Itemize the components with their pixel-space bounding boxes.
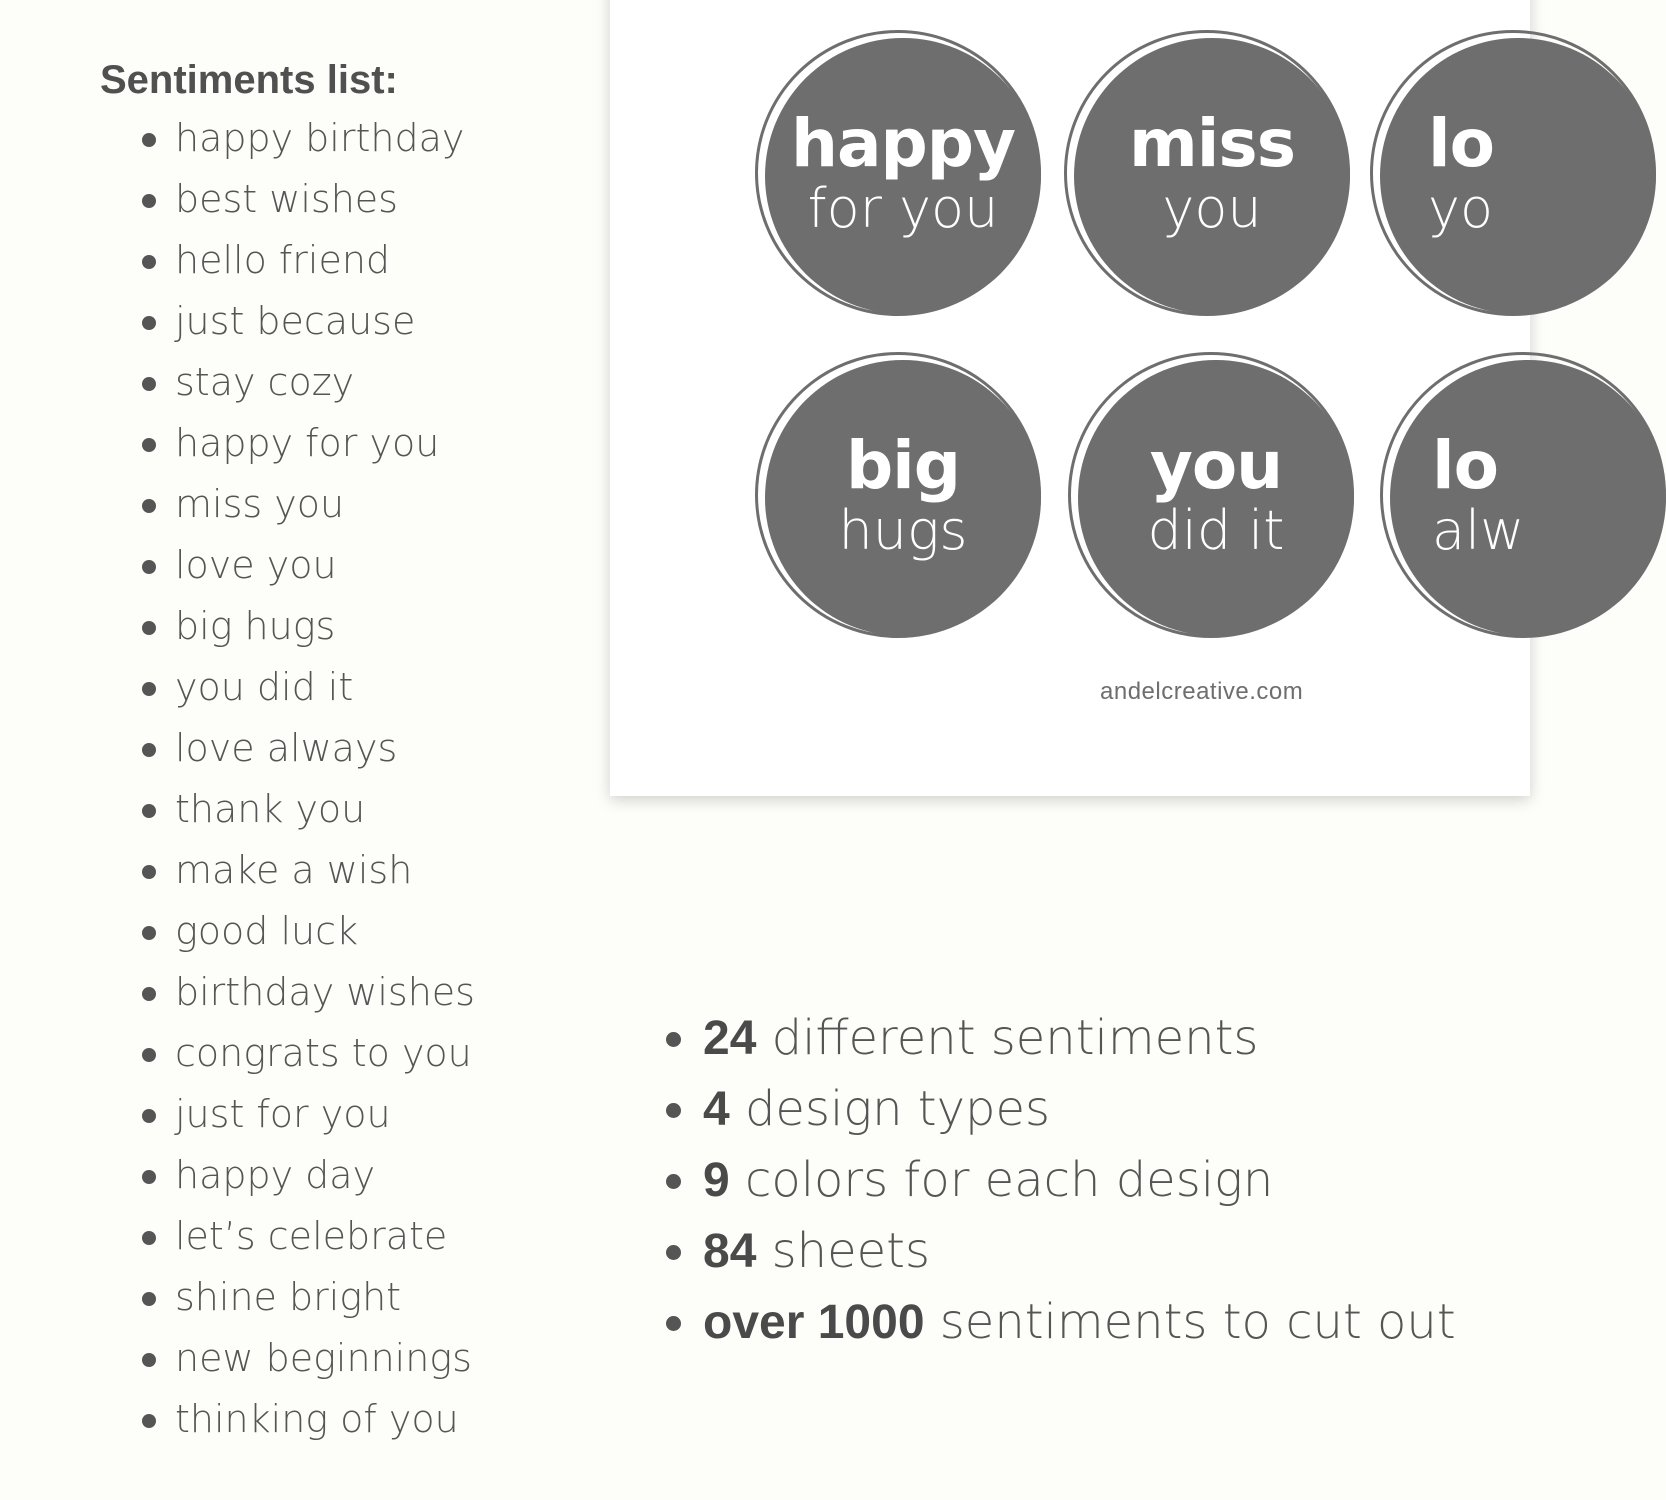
- list-item: big hugs: [100, 596, 580, 657]
- sentiments-section: [100, 52, 580, 1450]
- list-item: just because: [100, 291, 580, 352]
- sticker-miss-you: [1074, 38, 1350, 314]
- sticker-bold-text: big: [845, 427, 961, 504]
- sticker-love-always-partial: [1390, 360, 1666, 636]
- list-item: birthday wishes: [100, 962, 580, 1023]
- feature-number: 24: [703, 1012, 757, 1065]
- list-item: best wishes: [100, 169, 580, 230]
- list-item: you did it: [100, 657, 580, 718]
- feature-number: 9: [703, 1154, 730, 1207]
- list-item: miss you: [100, 474, 580, 535]
- list-item: happy day: [100, 1145, 580, 1206]
- list-item: good luck: [100, 901, 580, 962]
- feature-item: [660, 1145, 1456, 1216]
- sticker-bold-text: miss: [1129, 105, 1295, 182]
- list-item: congrats to you: [100, 1023, 580, 1084]
- list-item: make a wish: [100, 840, 580, 901]
- sticker-love-you-partial: [1380, 38, 1656, 314]
- feature-text: different sentiments: [756, 1010, 1259, 1066]
- sticker-light-text: for you: [807, 177, 999, 240]
- sticker-light-text: did it: [1147, 499, 1285, 562]
- feature-item: [660, 1003, 1456, 1074]
- feature-text: sentiments to cut out: [924, 1294, 1456, 1350]
- list-item: happy for you: [100, 413, 580, 474]
- feature-number: 84: [703, 1225, 757, 1278]
- sticker-light-text: alw: [1432, 499, 1525, 562]
- list-item: thank you: [100, 779, 580, 840]
- list-item: thinking of you: [100, 1389, 580, 1450]
- sticker-light-text: hugs: [838, 499, 968, 562]
- sentiments-title: Sentiments list:: [100, 58, 398, 102]
- feature-item: [660, 1074, 1456, 1145]
- sticker-light-text: yo: [1428, 177, 1493, 240]
- list-item: shine bright: [100, 1267, 580, 1328]
- list-item: let’s celebrate: [100, 1206, 580, 1267]
- feature-text: colors for each design: [729, 1152, 1274, 1208]
- sticker-bold-text: lo: [1428, 105, 1494, 182]
- feature-item: [660, 1287, 1456, 1358]
- sticker-big-hugs: [765, 360, 1041, 636]
- feature-item: [660, 1216, 1456, 1287]
- feature-text: design types: [729, 1081, 1051, 1137]
- list-item: hello friend: [100, 230, 580, 291]
- list-item: love always: [100, 718, 580, 779]
- list-item: happy birthday: [100, 108, 580, 169]
- features-list: [660, 1003, 1456, 1358]
- list-item: new beginnings: [100, 1328, 580, 1389]
- list-item: just for you: [100, 1084, 580, 1145]
- list-item: love you: [100, 535, 580, 596]
- feature-number: over 1000: [703, 1296, 925, 1349]
- sticker-light-text: you: [1162, 177, 1262, 240]
- feature-text: sheets: [756, 1223, 930, 1279]
- sticker-you-did-it: [1078, 360, 1354, 636]
- sheet-url: andelcreative.com: [1100, 678, 1304, 705]
- sticker-bold-text: you: [1149, 427, 1283, 504]
- preview-sheet: [610, 0, 1530, 796]
- list-item: stay cozy: [100, 352, 580, 413]
- sentiments-list: [100, 108, 580, 1450]
- sticker-happy-for-you: [765, 38, 1041, 314]
- feature-number: 4: [703, 1083, 730, 1136]
- sticker-bold-text: lo: [1432, 427, 1498, 504]
- sticker-bold-text: happy: [790, 105, 1016, 182]
